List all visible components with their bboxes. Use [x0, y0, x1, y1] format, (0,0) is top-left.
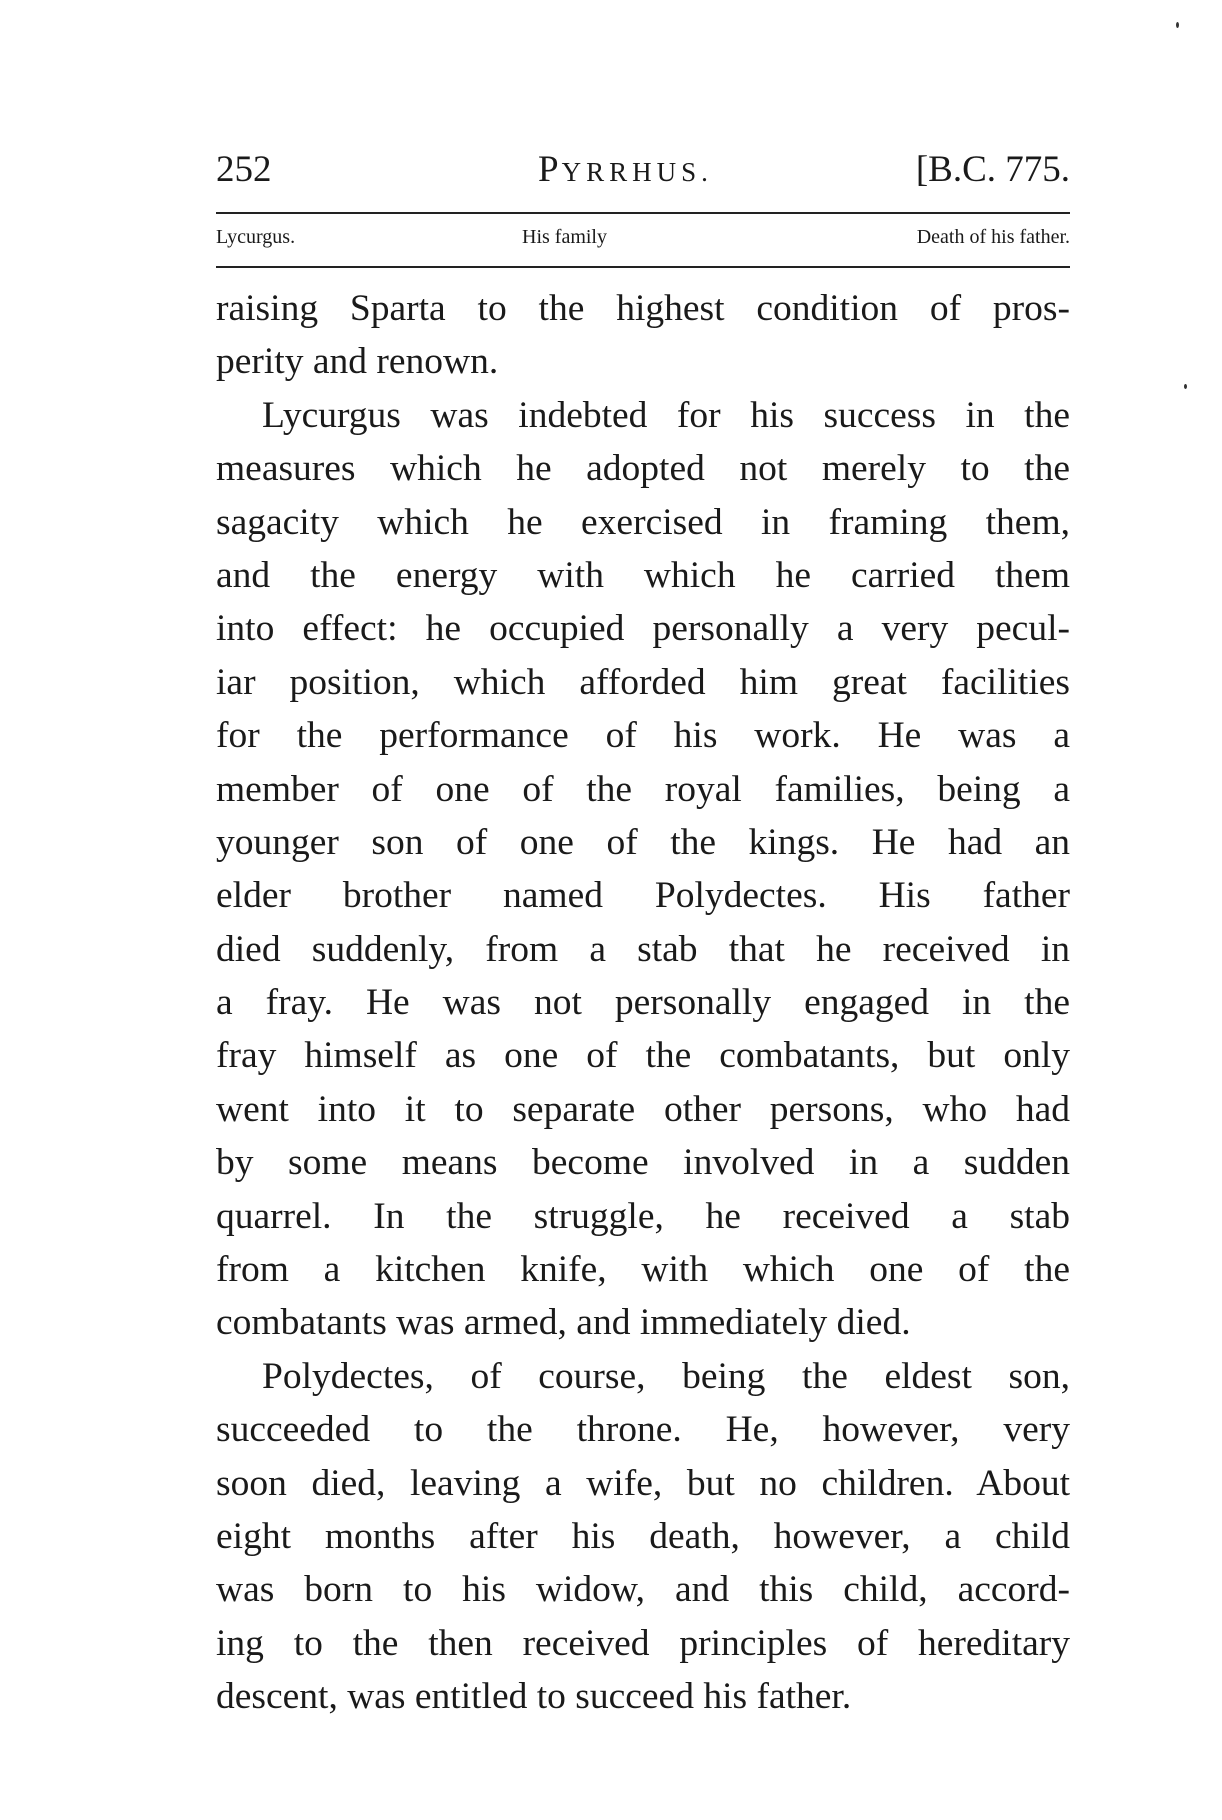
text-line: quarrel. In the struggle, he received a stab	[216, 1195, 1070, 1237]
marginal-subheads	[216, 226, 1070, 258]
subhead-left: Lycurgus.	[216, 226, 296, 248]
subhead-middle: His family	[522, 226, 607, 248]
text-line: eight months after his death, however, a child	[216, 1515, 1070, 1557]
text-line: soon died, leaving a wife, but no children. About	[216, 1462, 1070, 1504]
text-line: for the performance of his work. He was a	[216, 715, 1070, 757]
text-line: Lycurgus was indebted for his success in the	[262, 394, 1070, 436]
text-line: died suddenly, from a stab that he received in	[216, 928, 1070, 970]
text-line: elder brother named Polydectes. His father	[216, 875, 1070, 917]
text-line: into effect: he occupied personally a very pecul-	[216, 608, 1070, 650]
running-header	[216, 148, 1070, 198]
text-line: by some means become involved in a sudden	[216, 1142, 1070, 1184]
running-title	[538, 148, 713, 191]
header-rule-top	[216, 212, 1070, 214]
text-line: from a kitchen knife, with which one of the	[216, 1249, 1070, 1291]
text-line: went into it to separate other persons, who had	[216, 1088, 1070, 1130]
text-line: younger son of one of the kings. He had an	[216, 821, 1070, 863]
subhead-right: Death of his father.	[916, 226, 1070, 248]
text-line: Polydectes, of course, being the eldest son,	[262, 1355, 1070, 1397]
text-line: a fray. He was not personally engaged in the	[216, 982, 1070, 1024]
running-title-initial: P	[538, 149, 562, 190]
text-line: fray himself as one of the combatants, but only	[216, 1035, 1070, 1077]
running-title-rest: YRRHUS.	[561, 157, 713, 187]
text-line: and the energy with which he carried them	[216, 554, 1070, 596]
text-line: was born to his widow, and this child, accord-	[216, 1569, 1070, 1611]
text-line: perity and renown.	[216, 341, 499, 383]
text-line: succeeded to the throne. He, however, very	[216, 1409, 1070, 1451]
scan-speck	[1176, 22, 1179, 28]
text-line: ing to the then received principles of hereditary	[216, 1622, 1070, 1664]
text-line: measures which he adopted not merely to the	[216, 448, 1070, 490]
body-text	[216, 282, 1070, 1724]
text-line: sagacity which he exercised in framing them,	[216, 501, 1070, 543]
scan-speck	[1184, 384, 1187, 389]
text-line: combatants was armed, and immediately died.	[216, 1302, 911, 1344]
text-line: descent, was entitled to succeed his father.	[216, 1676, 852, 1718]
header-rule-bottom	[216, 266, 1070, 268]
running-date: [B.C. 775.	[915, 149, 1070, 190]
text-line: iar position, which afforded him great facilities	[216, 661, 1070, 703]
page-number: 252	[216, 149, 272, 190]
text-line: raising Sparta to the highest condition of pros-	[216, 288, 1070, 329]
text-line: member of one of the royal families, being a	[216, 768, 1070, 810]
